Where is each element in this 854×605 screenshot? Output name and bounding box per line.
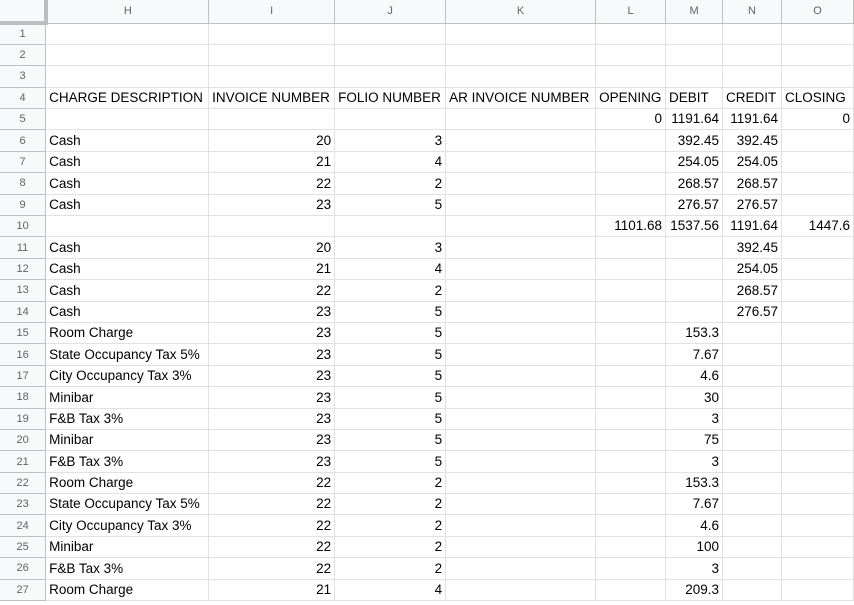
cell-o11[interactable]: [782, 237, 854, 258]
column-header-l[interactable]: L: [596, 0, 666, 23]
table-row: [0, 44, 854, 65]
cell-o15[interactable]: [782, 322, 854, 343]
cell-n1[interactable]: [723, 23, 782, 44]
table-row: [0, 23, 854, 44]
table-row: [0, 408, 854, 429]
cell-i19[interactable]: 23: [209, 408, 335, 429]
cell-m27[interactable]: 209.3: [666, 579, 723, 600]
column-header-row: [0, 0, 854, 23]
cell-i24[interactable]: 22: [209, 515, 335, 536]
cell-h21[interactable]: F&B Tax 3%: [46, 451, 209, 472]
column-header-h[interactable]: H: [46, 0, 209, 23]
cell-m1[interactable]: [666, 23, 723, 44]
cell-i16[interactable]: 23: [209, 344, 335, 365]
row-header[interactable]: 25: [0, 536, 46, 557]
cell-l18[interactable]: [596, 387, 666, 408]
column-header-m[interactable]: M: [666, 0, 723, 23]
table-row: [0, 558, 854, 579]
cell-h26[interactable]: F&B Tax 3%: [46, 558, 209, 579]
cell-l13[interactable]: [596, 280, 666, 301]
cell-o19[interactable]: [782, 408, 854, 429]
cell-k20[interactable]: [446, 429, 596, 450]
cell-o22[interactable]: [782, 472, 854, 493]
cell-k11[interactable]: [446, 237, 596, 258]
cell-h7[interactable]: Cash: [46, 151, 209, 172]
cell-l8[interactable]: [596, 173, 666, 194]
cell-i20[interactable]: 23: [209, 429, 335, 450]
row-header[interactable]: 4: [0, 87, 46, 108]
cell-h9[interactable]: Cash: [46, 194, 209, 215]
cell-j16[interactable]: 5: [335, 344, 446, 365]
cell-h11[interactable]: Cash: [46, 237, 209, 258]
row-header[interactable]: 8: [0, 173, 46, 194]
cell-m16[interactable]: 7.67: [666, 344, 723, 365]
cell-o21[interactable]: [782, 451, 854, 472]
cell-j6[interactable]: 3: [335, 130, 446, 151]
cell-j8[interactable]: 2: [335, 173, 446, 194]
cell-h6[interactable]: Cash: [46, 130, 209, 151]
cell-n22[interactable]: [723, 472, 782, 493]
cell-i7[interactable]: 21: [209, 151, 335, 172]
cell-m3[interactable]: [666, 66, 723, 87]
column-header-o[interactable]: O: [782, 0, 854, 23]
cell-n27[interactable]: [723, 579, 782, 600]
cell-i23[interactable]: 22: [209, 494, 335, 515]
cell-o14[interactable]: [782, 301, 854, 322]
cell-l26[interactable]: [596, 558, 666, 579]
cell-m23[interactable]: 7.67: [666, 494, 723, 515]
cell-j7[interactable]: 4: [335, 151, 446, 172]
cell-m7[interactable]: 254.05: [666, 151, 723, 172]
cell-m15[interactable]: 153.3: [666, 322, 723, 343]
cell-n24[interactable]: [723, 515, 782, 536]
table-row: [0, 151, 854, 172]
cell-l15[interactable]: [596, 322, 666, 343]
cell-k15[interactable]: [446, 322, 596, 343]
cell-n10[interactable]: 1191.64: [723, 216, 782, 237]
table-row: [0, 173, 854, 194]
cell-k3[interactable]: [446, 66, 596, 87]
cell-l12[interactable]: [596, 258, 666, 279]
row-header[interactable]: 9: [0, 194, 46, 215]
cell-j24[interactable]: 2: [335, 515, 446, 536]
cell-h3[interactable]: [46, 66, 209, 87]
cell-j12[interactable]: 4: [335, 258, 446, 279]
cell-i1[interactable]: [209, 23, 335, 44]
cell-i2[interactable]: [209, 44, 335, 65]
cell-k24[interactable]: [446, 515, 596, 536]
cell-m17[interactable]: 4.6: [666, 365, 723, 386]
cell-j10[interactable]: [335, 216, 446, 237]
cell-i22[interactable]: 22: [209, 472, 335, 493]
column-header-j[interactable]: J: [335, 0, 446, 23]
select-all-corner[interactable]: [0, 0, 46, 23]
row-header[interactable]: 14: [0, 301, 46, 322]
cell-n25[interactable]: [723, 536, 782, 557]
cell-n13[interactable]: 268.57: [723, 280, 782, 301]
cell-m9[interactable]: 276.57: [666, 194, 723, 215]
cell-o25[interactable]: [782, 536, 854, 557]
cell-h17[interactable]: City Occupancy Tax 3%: [46, 365, 209, 386]
cell-k2[interactable]: [446, 44, 596, 65]
cell-k7[interactable]: [446, 151, 596, 172]
cell-l20[interactable]: [596, 429, 666, 450]
table-row: [0, 66, 854, 87]
table-row: [0, 87, 854, 108]
row-header[interactable]: 17: [0, 365, 46, 386]
cell-o5[interactable]: 0: [782, 109, 854, 130]
cell-n4[interactable]: CREDIT: [723, 87, 782, 108]
cell-k12[interactable]: [446, 258, 596, 279]
cell-l6[interactable]: [596, 130, 666, 151]
cell-l1[interactable]: [596, 23, 666, 44]
cell-j20[interactable]: 5: [335, 429, 446, 450]
cell-o1[interactable]: [782, 23, 854, 44]
cell-j2[interactable]: [335, 44, 446, 65]
cell-i27[interactable]: 21: [209, 579, 335, 600]
cell-j9[interactable]: 5: [335, 194, 446, 215]
table-row: [0, 429, 854, 450]
cell-h2[interactable]: [46, 44, 209, 65]
cell-o6[interactable]: [782, 130, 854, 151]
row-header[interactable]: 18: [0, 387, 46, 408]
cell-l14[interactable]: [596, 301, 666, 322]
cell-j3[interactable]: [335, 66, 446, 87]
cell-l21[interactable]: [596, 451, 666, 472]
cell-m11[interactable]: [666, 237, 723, 258]
cell-k5[interactable]: [446, 109, 596, 130]
cell-o7[interactable]: [782, 151, 854, 172]
row-header[interactable]: 15: [0, 322, 46, 343]
column-header-n[interactable]: N: [723, 0, 782, 23]
row-header[interactable]: 11: [0, 237, 46, 258]
cell-o12[interactable]: [782, 258, 854, 279]
cell-m20[interactable]: 75: [666, 429, 723, 450]
cell-m21[interactable]: 3: [666, 451, 723, 472]
cell-l4[interactable]: OPENING: [596, 87, 666, 108]
cell-o18[interactable]: [782, 387, 854, 408]
cell-h4[interactable]: CHARGE DESCRIPTION: [46, 87, 209, 108]
table-row: [0, 365, 854, 386]
table-row: [0, 280, 854, 301]
row-header[interactable]: 16: [0, 344, 46, 365]
cell-k10[interactable]: [446, 216, 596, 237]
row-header[interactable]: 26: [0, 558, 46, 579]
table-row: [0, 494, 854, 515]
table-row: [0, 237, 854, 258]
row-header[interactable]: 22: [0, 472, 46, 493]
cell-m19[interactable]: 3: [666, 408, 723, 429]
cell-i17[interactable]: 23: [209, 365, 335, 386]
cell-j11[interactable]: 3: [335, 237, 446, 258]
cell-j14[interactable]: 5: [335, 301, 446, 322]
cell-o26[interactable]: [782, 558, 854, 579]
cell-n12[interactable]: 254.05: [723, 258, 782, 279]
cell-m8[interactable]: 268.57: [666, 173, 723, 194]
cell-h15[interactable]: Room Charge: [46, 322, 209, 343]
cell-j21[interactable]: 5: [335, 451, 446, 472]
row-header[interactable]: 10: [0, 216, 46, 237]
cell-m4[interactable]: DEBIT: [666, 87, 723, 108]
cell-m2[interactable]: [666, 44, 723, 65]
cell-j26[interactable]: 2: [335, 558, 446, 579]
cell-k9[interactable]: [446, 194, 596, 215]
cell-m26[interactable]: 3: [666, 558, 723, 579]
cell-n20[interactable]: [723, 429, 782, 450]
column-header-i[interactable]: I: [209, 0, 335, 23]
cell-i12[interactable]: 21: [209, 258, 335, 279]
cell-i11[interactable]: 20: [209, 237, 335, 258]
cell-k25[interactable]: [446, 536, 596, 557]
cell-k19[interactable]: [446, 408, 596, 429]
cell-m6[interactable]: 392.45: [666, 130, 723, 151]
cell-l3[interactable]: [596, 66, 666, 87]
table-row: [0, 109, 854, 130]
cell-k1[interactable]: [446, 23, 596, 44]
cell-n11[interactable]: 392.45: [723, 237, 782, 258]
cell-o13[interactable]: [782, 280, 854, 301]
row-header[interactable]: 1: [0, 23, 46, 44]
cell-i9[interactable]: 23: [209, 194, 335, 215]
cell-h20[interactable]: Minibar: [46, 429, 209, 450]
cell-h8[interactable]: Cash: [46, 173, 209, 194]
cell-k18[interactable]: [446, 387, 596, 408]
row-header[interactable]: 24: [0, 515, 46, 536]
cell-n14[interactable]: 276.57: [723, 301, 782, 322]
table-row: [0, 130, 854, 151]
cell-k16[interactable]: [446, 344, 596, 365]
cell-n7[interactable]: 254.05: [723, 151, 782, 172]
cell-o9[interactable]: [782, 194, 854, 215]
cell-l9[interactable]: [596, 194, 666, 215]
cell-m5[interactable]: 1191.64: [666, 109, 723, 130]
cell-h13[interactable]: Cash: [46, 280, 209, 301]
table-row: [0, 451, 854, 472]
table-row: [0, 194, 854, 215]
cell-n21[interactable]: [723, 451, 782, 472]
cell-m14[interactable]: [666, 301, 723, 322]
cell-j25[interactable]: 2: [335, 536, 446, 557]
cell-k22[interactable]: [446, 472, 596, 493]
cell-k8[interactable]: [446, 173, 596, 194]
table-row: [0, 216, 854, 237]
cell-i15[interactable]: 23: [209, 322, 335, 343]
cell-n16[interactable]: [723, 344, 782, 365]
cell-i5[interactable]: [209, 109, 335, 130]
cell-h23[interactable]: State Occupancy Tax 5%: [46, 494, 209, 515]
row-header[interactable]: 27: [0, 579, 46, 600]
cell-n15[interactable]: [723, 322, 782, 343]
table-row: [0, 536, 854, 557]
cell-h18[interactable]: Minibar: [46, 387, 209, 408]
cell-m12[interactable]: [666, 258, 723, 279]
cell-i18[interactable]: 23: [209, 387, 335, 408]
cell-o8[interactable]: [782, 173, 854, 194]
table-row: [0, 579, 854, 600]
cell-k6[interactable]: [446, 130, 596, 151]
cell-n9[interactable]: 276.57: [723, 194, 782, 215]
cell-i4[interactable]: INVOICE NUMBER: [209, 87, 335, 108]
cell-l7[interactable]: [596, 151, 666, 172]
table-row: [0, 322, 854, 343]
cell-o10[interactable]: 1447.6: [782, 216, 854, 237]
cell-k13[interactable]: [446, 280, 596, 301]
cell-n8[interactable]: 268.57: [723, 173, 782, 194]
column-header-k[interactable]: K: [446, 0, 596, 23]
cell-k4[interactable]: AR INVOICE NUMBER: [446, 87, 596, 108]
cell-h24[interactable]: City Occupancy Tax 3%: [46, 515, 209, 536]
cell-j27[interactable]: 4: [335, 579, 446, 600]
cell-i14[interactable]: 23: [209, 301, 335, 322]
cell-m18[interactable]: 30: [666, 387, 723, 408]
cell-l11[interactable]: [596, 237, 666, 258]
cell-h10[interactable]: [46, 216, 209, 237]
cell-l2[interactable]: [596, 44, 666, 65]
cell-k21[interactable]: [446, 451, 596, 472]
cell-m24[interactable]: 4.6: [666, 515, 723, 536]
cell-j13[interactable]: 2: [335, 280, 446, 301]
cell-n23[interactable]: [723, 494, 782, 515]
cell-j5[interactable]: [335, 109, 446, 130]
cell-l5[interactable]: 0: [596, 109, 666, 130]
cell-m13[interactable]: [666, 280, 723, 301]
cell-o16[interactable]: [782, 344, 854, 365]
cell-l27[interactable]: [596, 579, 666, 600]
cell-o23[interactable]: [782, 494, 854, 515]
cell-o27[interactable]: [782, 579, 854, 600]
cell-i13[interactable]: 22: [209, 280, 335, 301]
cell-o4[interactable]: CLOSING: [782, 87, 854, 108]
cell-h25[interactable]: Minibar: [46, 536, 209, 557]
cell-o24[interactable]: [782, 515, 854, 536]
row-header[interactable]: 3: [0, 66, 46, 87]
cell-n6[interactable]: 392.45: [723, 130, 782, 151]
cell-i21[interactable]: 23: [209, 451, 335, 472]
cell-o2[interactable]: [782, 44, 854, 65]
cell-n2[interactable]: [723, 44, 782, 65]
cell-l25[interactable]: [596, 536, 666, 557]
grid-body: [0, 23, 854, 601]
cell-o17[interactable]: [782, 365, 854, 386]
cell-l24[interactable]: [596, 515, 666, 536]
cell-m10[interactable]: 1537.56: [666, 216, 723, 237]
cell-h5[interactable]: [46, 109, 209, 130]
row-header[interactable]: 20: [0, 429, 46, 450]
cell-k14[interactable]: [446, 301, 596, 322]
cell-h27[interactable]: Room Charge: [46, 579, 209, 600]
cell-o3[interactable]: [782, 66, 854, 87]
cell-i8[interactable]: 22: [209, 173, 335, 194]
cell-i25[interactable]: 22: [209, 536, 335, 557]
row-header[interactable]: 12: [0, 258, 46, 279]
cell-j19[interactable]: 5: [335, 408, 446, 429]
cell-j17[interactable]: 5: [335, 365, 446, 386]
row-header[interactable]: 6: [0, 130, 46, 151]
row-header[interactable]: 21: [0, 451, 46, 472]
row-header[interactable]: 7: [0, 151, 46, 172]
cell-n3[interactable]: [723, 66, 782, 87]
cell-i6[interactable]: 20: [209, 130, 335, 151]
table-row: [0, 258, 854, 279]
row-header[interactable]: 5: [0, 109, 46, 130]
cell-n26[interactable]: [723, 558, 782, 579]
cell-h16[interactable]: State Occupancy Tax 5%: [46, 344, 209, 365]
cell-j4[interactable]: FOLIO NUMBER: [335, 87, 446, 108]
cell-h19[interactable]: F&B Tax 3%: [46, 408, 209, 429]
row-header[interactable]: 2: [0, 44, 46, 65]
cell-j15[interactable]: 5: [335, 322, 446, 343]
cell-l17[interactable]: [596, 365, 666, 386]
cell-n17[interactable]: [723, 365, 782, 386]
cell-j1[interactable]: [335, 23, 446, 44]
table-row: [0, 472, 854, 493]
cell-l22[interactable]: [596, 472, 666, 493]
cell-l16[interactable]: [596, 344, 666, 365]
cell-n19[interactable]: [723, 408, 782, 429]
cell-j23[interactable]: 2: [335, 494, 446, 515]
cell-n18[interactable]: [723, 387, 782, 408]
cell-k17[interactable]: [446, 365, 596, 386]
cell-i26[interactable]: 22: [209, 558, 335, 579]
table-row: [0, 515, 854, 536]
table-row: [0, 387, 854, 408]
cell-n5[interactable]: 1191.64: [723, 109, 782, 130]
row-header[interactable]: 19: [0, 408, 46, 429]
cell-h12[interactable]: Cash: [46, 258, 209, 279]
cell-m25[interactable]: 100: [666, 536, 723, 557]
cell-k27[interactable]: [446, 579, 596, 600]
table-row: [0, 301, 854, 322]
row-header[interactable]: 23: [0, 494, 46, 515]
row-header[interactable]: 13: [0, 280, 46, 301]
table-row: [0, 344, 854, 365]
cell-m22[interactable]: 153.3: [666, 472, 723, 493]
cell-k26[interactable]: [446, 558, 596, 579]
cell-l10[interactable]: 1101.68: [596, 216, 666, 237]
cell-i10[interactable]: [209, 216, 335, 237]
cell-k23[interactable]: [446, 494, 596, 515]
cell-h22[interactable]: Room Charge: [46, 472, 209, 493]
cell-j22[interactable]: 2: [335, 472, 446, 493]
cell-h14[interactable]: Cash: [46, 301, 209, 322]
cell-o20[interactable]: [782, 429, 854, 450]
cell-j18[interactable]: 5: [335, 387, 446, 408]
cell-h1[interactable]: [46, 23, 209, 44]
cell-l23[interactable]: [596, 494, 666, 515]
cell-i3[interactable]: [209, 66, 335, 87]
cell-l19[interactable]: [596, 408, 666, 429]
